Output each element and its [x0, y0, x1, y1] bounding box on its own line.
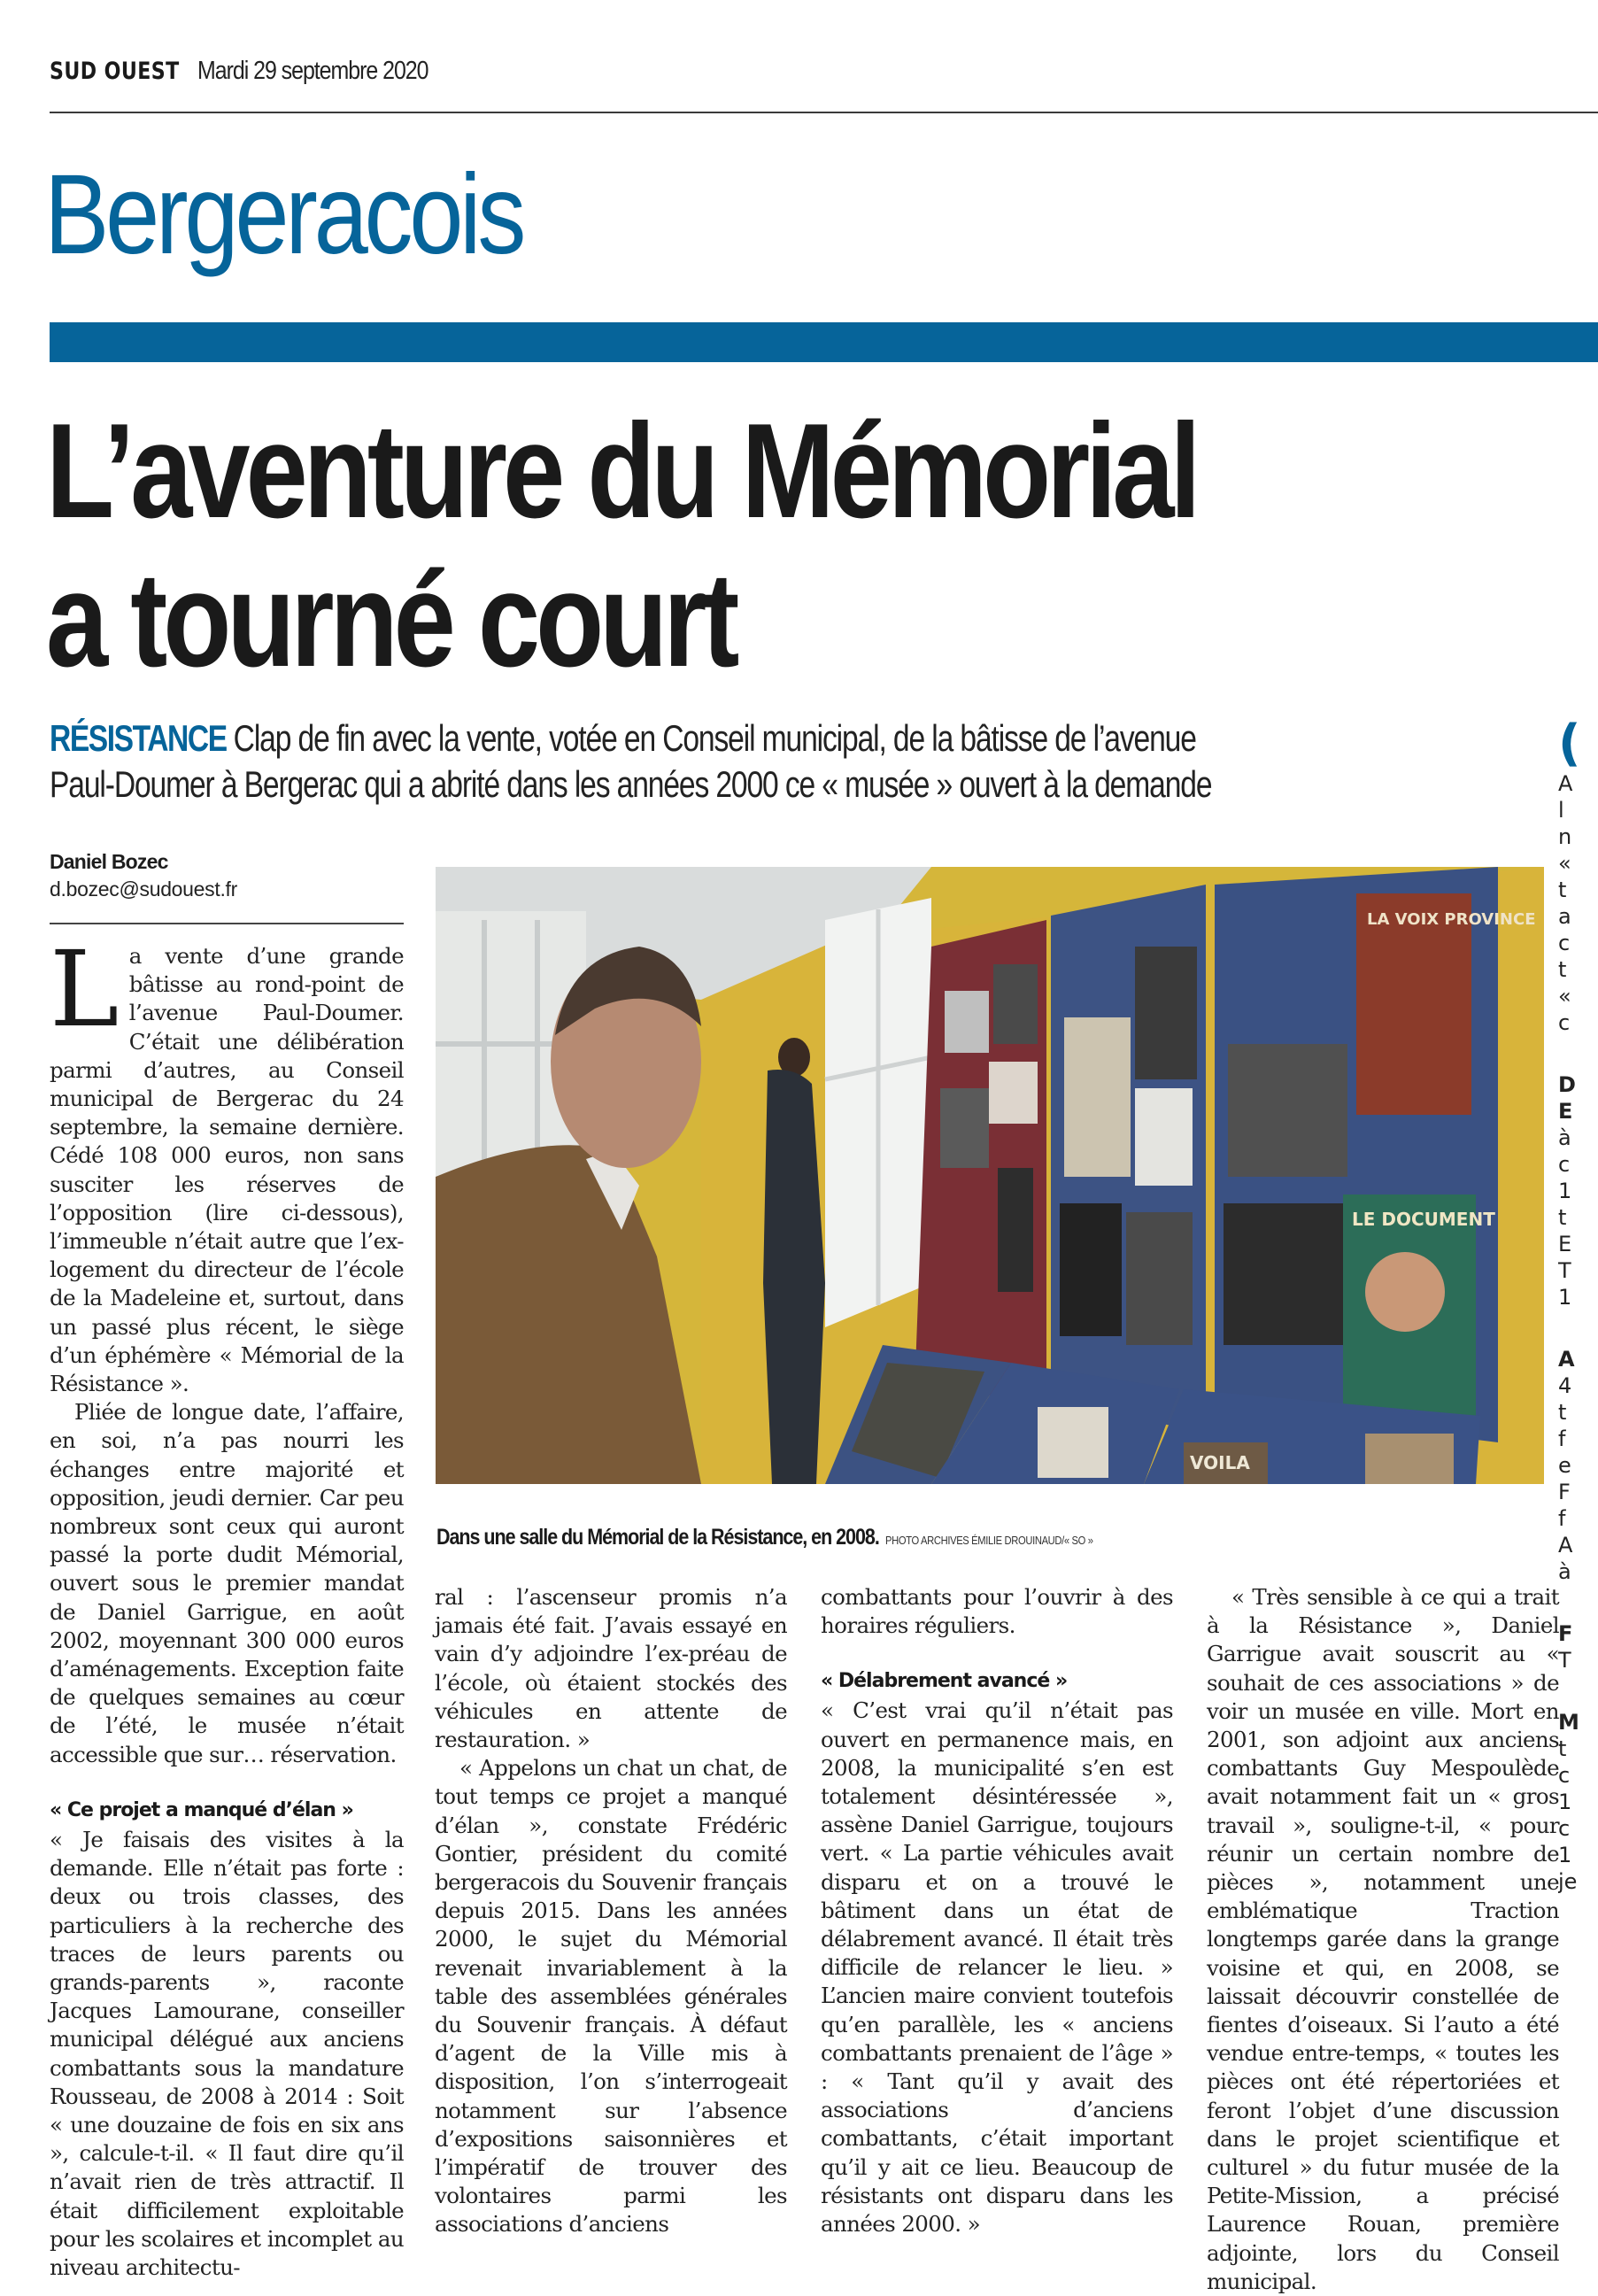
standfirst: [50, 715, 1254, 808]
kicker: RÉSISTANCE: [50, 717, 227, 759]
adjacent-article-clipped: [1558, 717, 1598, 2267]
standfirst-line-1: Clap de fin avec la vente, votée en Conseil municipal, de la bâtisse de l’avenue: [233, 717, 1196, 759]
adjacent-fragment: c: [1558, 1816, 1571, 1841]
exhibition-photo-illustration: [436, 867, 1544, 1484]
paragraph: « Appelons un chat un chat, de tout temps ce projet a manqué d’élan », constate Frédéric Gontier, président du comité bergeracois du Souvenir français depuis 2015. Dans les années 2000, le sujet du Mémorial revenait invariablement à la table des assemblées générales du Souvenir français. À défaut d’agent de la Ville mis à disposition, l’on s’interrogeait notamment sur l’absence d’expositions saisonnières et l’impératif de trouver des volontaires parmi les associations d’anciens: [435, 1755, 787, 2238]
adjacent-fragment: 1: [1558, 1790, 1572, 1814]
article-photo: [436, 867, 1544, 1484]
section-bar: [50, 322, 1598, 362]
adjacent-fragment: f: [1558, 1426, 1566, 1451]
standfirst-line-2: Paul-Doumer à Bergerac qui a abrité dans les années 2000 ce « musée » ouvert à la demande: [50, 763, 1212, 805]
adjacent-fragment: A: [1558, 1347, 1575, 1372]
adjacent-fragment: «: [1558, 851, 1571, 876]
adjacent-fragment: c: [1558, 1010, 1571, 1035]
poster-title: LA VOIX PROVINCE: [1367, 910, 1536, 929]
adjacent-fragment: E: [1558, 1232, 1572, 1256]
adjacent-fragment: f: [1558, 1506, 1566, 1531]
adjacent-fragment: t: [1558, 1736, 1567, 1761]
newspaper-brand: SUD OUEST: [50, 58, 180, 85]
adjacent-fragment: à: [1558, 1559, 1571, 1584]
adjacent-fragment: F: [1558, 1621, 1573, 1646]
adjacent-fragment: c: [1558, 931, 1571, 955]
byline-rule: [50, 923, 404, 924]
visitor-foreground: [436, 1145, 701, 1484]
paragraph: a vente d’une grande bâtisse au rond-point de l’avenue Paul-Doumer. C’était une délibération parmi d’autres, au Conseil municipal de Bergerac du 24 septembre, la semaine dernière. Cédé 108 000 euros, non sans susciter les réserves de l’opposition (lire ci-dessous), l’immeuble n’était autre que l’ex-logement du directeur de l’école de la Madeleine et, surtout, dans un passé plus récent, le siège d’un éphémère « Mémorial de la Résistance ».: [50, 943, 404, 1397]
adjacent-fragment: n: [1558, 824, 1572, 849]
adjacent-fragment: c: [1558, 1152, 1571, 1177]
paragraph: combattants pour l’ouvrir à des horaires réguliers.: [821, 1584, 1173, 1639]
author-name: Daniel Bozec: [50, 850, 168, 873]
headline: [46, 397, 1197, 694]
photo-caption: [436, 1525, 1093, 1550]
adjacent-fragment: F: [1558, 1480, 1571, 1504]
adjacent-fragment: D: [1558, 1072, 1576, 1097]
adjacent-fragment: «: [1558, 984, 1571, 1009]
header-rule: [50, 112, 1598, 113]
headline-line-1: L’aventure du Mémorial: [46, 396, 1197, 546]
adjacent-fragment: A: [1558, 771, 1573, 796]
adjacent-fragment: à: [1558, 1125, 1571, 1150]
section-title: Bergeracois: [44, 151, 523, 278]
drop-cap: L: [50, 928, 119, 1050]
adjacent-fragment: t: [1558, 877, 1567, 902]
paragraph: ral : l’ascenseur promis n’a jamais été fait. J’avais essayé en vain d’y adjoindre l’ex-préau de l’école, où étaient stockés des véhicules en attente de restauration. »: [435, 1584, 787, 1753]
adjacent-fragment: M: [1558, 1710, 1579, 1735]
adjacent-blue-mark: (: [1558, 717, 1581, 772]
adjacent-fragment: je: [1558, 1869, 1578, 1894]
adjacent-fragment: e: [1558, 1453, 1571, 1478]
subheading: « Ce projet a manqué d’élan »: [50, 1798, 353, 1821]
adjacent-fragment: a: [1558, 904, 1571, 929]
issue-date: Mardi 29 septembre 2020: [197, 57, 428, 85]
paragraph: « Très sensible à ce qui a trait à la Résistance », Daniel Garrigue avait souscrit au « souhait de ces associations » de voir un musée en ville. Mort en 2001, son adjoint aux anciens combattants Guy Mespoulède avait notamment fait un « gros travail », souligne-t-il, « pour réunir un certain nombre de pièces », notamment une emblématique Traction longtemps garée dans la grange voisine et qui, en 2008, se laissait découvrir constellée de fientes d’oiseaux. Si l’auto a été vendue entre-temps, « toutes les pièces ont été répertoriées et feront l’objet d’une discussion dans le projet scientifique et culturel » du futur musée de la Petite-Mission, a précisé Laurence Rouan, première adjointe, lors du Conseil municipal.: [1207, 1584, 1559, 2294]
adjacent-fragment: l: [1558, 798, 1564, 823]
adjacent-fragment: 1: [1558, 1179, 1572, 1203]
adjacent-fragment: 1: [1558, 1285, 1572, 1310]
article-column-4: [1207, 1583, 1559, 2296]
adjacent-article-fragments: [1558, 717, 1598, 1895]
paragraph: Pliée de longue date, l’affaire, en soi, n’a pas nourri les échanges entre majorité et opposition, jeudi dernier. Car peu nombreux sont ceux qui auront passé la porte dudit Mémorial, ouvert sous le premier mandat de Daniel Garrigue, en août 2002, moyennant 300 000 euros d’aménagements. Exception faite de quelques semaines au cœur de l’été, le musée n’était accessible que sur… réservation.: [50, 1399, 404, 1767]
headline-line-2: a tourné court: [46, 545, 736, 695]
adjacent-fragment: A: [1558, 1533, 1573, 1558]
adjacent-fragment: T: [1558, 1648, 1571, 1673]
poster-title: LE DOCUMENT: [1352, 1209, 1495, 1230]
adjacent-fragment: 1: [1558, 1843, 1572, 1867]
article-column-3: [821, 1583, 1173, 2238]
paragraph: « Je faisais des visites à la demande. Elle n’était pas forte : deux ou trois classes, des particuliers à la recherche des traces de leurs parents ou grands-parents », raconte Jacques Lamourane, conseiller municipal délégué aux anciens combattants sous la mandature Rousseau, de 2008 à 2014 : Soit « une douzaine de fois en six ans », calcule-t-il. « Il faut dire qu’il n’avait rien de très attractif. Il était difficilement exploitable pour les scolaires et incomplet au niveau architectu-: [50, 1826, 404, 2280]
article-column-2: [435, 1583, 787, 2239]
subheading: « Délabrement avancé »: [821, 1670, 1068, 1693]
adjacent-fragment: t: [1558, 1205, 1567, 1230]
byline: [50, 850, 404, 901]
photo-credit: PHOTO ARCHIVES ÉMILIE DROUINAUD/« SO »: [885, 1534, 1093, 1547]
adjacent-fragment: c: [1558, 1763, 1571, 1788]
article-column-1: [50, 928, 404, 2282]
adjacent-fragment: 4: [1558, 1373, 1572, 1398]
caption-text: Dans une salle du Mémorial de la Résistance, en 2008.: [436, 1525, 879, 1550]
adjacent-fragment: E: [1558, 1099, 1573, 1124]
adjacent-fragment: T: [1558, 1258, 1571, 1283]
author-email[interactable]: d.bozec@sudouest.fr: [50, 877, 237, 901]
adjacent-fragment: t: [1558, 957, 1567, 982]
adjacent-fragment: t: [1558, 1400, 1567, 1425]
poster-title: VOILA: [1190, 1452, 1250, 1473]
paragraph: « C’est vrai qu’il n’était pas ouvert en permanence mais, en 2008, la municipalité s’en est totalement désintéressée », assène Daniel Garrigue, toujours vert. « La partie véhicules avait disparu et on a trouvé le bâtiment dans un état de délabrement avancé. Il était très difficile de relancer le lieu. » L’ancien maire convient toutefois qu’en parallèle, les « anciens combattants prenaient de l’âge » : « Tant qu’il y avait des associations d’anciens combattants, c’était important qu’il y ait ce lieu. Beaucoup de résistants ont disparu dans les années 2000. »: [821, 1697, 1173, 2238]
masthead: [50, 57, 466, 96]
